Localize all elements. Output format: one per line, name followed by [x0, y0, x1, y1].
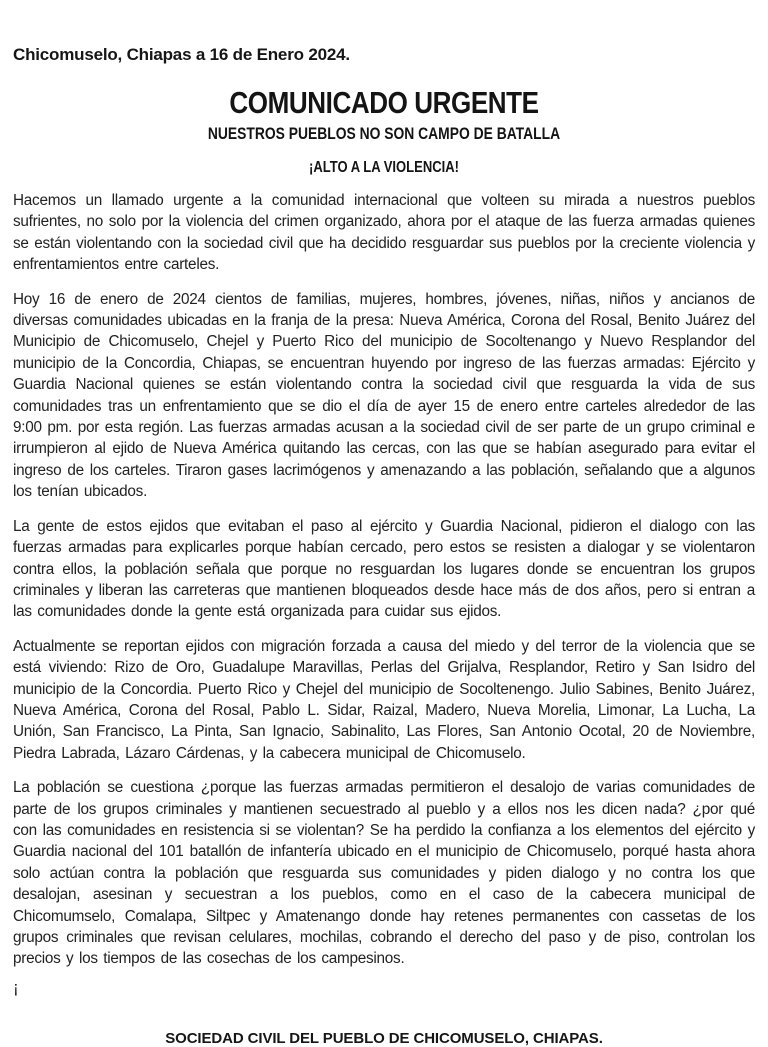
body-paragraph-2: Hoy 16 de enero de 2024 cientos de familias, mujeres, hombres, jóvenes, niñas, niños y ancianos de diversas comunidades ubicadas en la franja de la presa: Nueva América, Corona del Rosal, Benito Juárez del Municipio de Chicomuselo, Chejel y Puerto Rico del municipio de Socoltenango y Nuevo Resplandor del municipio de la Concordia, Chiapas, se encuentran huyendo por ingreso de las fuerzas armadas: Ejército y Guardia Nacional quienes se están violentando contra la sociedad civil que resguarda la vida de sus comunidades tras un enfrentamiento que se dio el día de ayer 15 de enero entre carteles alrededor de las 9:00 pm. por esta región. Las fuerzas armadas acusan a la sociedad civil de ser parte de un grupo criminal e irrumpieron al ejido de Nueva América quitando las cercas, con las que se habían asegurado para evitar el ingreso de los carteles. Tiraron gases lacrimógenos y amenazando a las población, señalando que a algunos los tenían ubicados. — [13, 290, 755, 501]
signature-line: SOCIEDAD CIVIL DEL PUEBLO DE CHICOMUSELO, CHIAPAS. — [165, 1029, 603, 1047]
body-paragraph-3: La gente de estos ejidos que evitaban el paso al ejército y Guardia Nacional, pidieron el dialogo con las fuerzas armadas para explicarles porque habían cercado, pero estos se resisten a dialogar y se violentaron contra ellos, la población señala que porque no resguardan los lugares donde se encuentran los grupos criminales y liberan las carreteras que mantienen bloqueados desde hace más de dos años, pero si entran a las comunidades donde la gente está organizada para cuidar sus ejidos. — [13, 517, 755, 621]
page-subtitle: NUESTROS PUEBLOS NO SON CAMPO DE BATALLA — [207, 125, 561, 143]
heading-block — [13, 85, 755, 177]
document-body — [13, 190, 755, 970]
dateline: Chicomuselo, Chiapas a 16 de Enero 2024. — [13, 45, 350, 64]
body-paragraph-4: Actualmente se reportan ejidos con migración forzada a causa del miedo y del terror de la violencia que se está viviendo: Rizo de Oro, Guadalupe Maravillas, Perlas del Grijalva, Resplandor, Retiro y San Isidro del municipio de la Concordia. Puerto Rico y Chejel del municipio de Socoltenengo. Julio Sabines, Benito Juárez, Nueva América, Corona del Rosal, Pablo L. Sidar, Raizal, Madero, Nueva Morelia, Limonar, La Lucha, La Unión, San Francisco, La Pinta, San Ignacio, Sabinalito, Las Flores, San Antonio Ocotal, 20 de Noviembre, Piedra Labrada, Lázaro Cárdenas, y la cabecera municipal de Chicomuselo. — [13, 637, 755, 762]
stray-exclamation-mark: ¡ — [13, 977, 19, 997]
slogan-line: ¡ALTO A LA VIOLENCIA! — [309, 159, 459, 176]
body-paragraph-1: Hacemos un llamado urgente a la comunidad internacional que volteen su mirada a nuestros pueblos sufrientes, no solo por la violencia del crimen organizado, ahora por el ataque de las fuerza armadas quienes se están violentando con la sociedad civil que ha decidido resguardar sus pueblos por la creciente violencia y enfrentamientos entre carteles. — [13, 192, 755, 274]
page-title: COMUNICADO URGENTE — [229, 85, 539, 120]
body-paragraph-5: La población se cuestiona ¿porque las fuerzas armadas permitieron el desalojo de varias comunidades de parte de los grupos criminales y mantienen secuestrado al pueblo y a ellos nos les dicen nada? ¿por qué con las comunidades en resistencia si se violentan? Se ha perdido la confianza a los elementos del ejército y Guardia nacional del 101 batallón de infantería ubicado en el municipio de Chicomuselo, porqué hasta ahora solo actúan contra la población que resguarda sus comunidades y piden dialogo y no contra los que desalojan, asesinan y secuestran a los pueblos, como en el caso de la cabecera municipal de Chicomumselo, Comalapa, Siltpec y Amatenango donde hay retenes permanentes con cassetas de los grupos criminales que revisan celulares, mochilas, cobrando el derecho del paso y de piso, controlan los precios y los tiempos de las cosechas de los campesinos. — [13, 779, 755, 968]
